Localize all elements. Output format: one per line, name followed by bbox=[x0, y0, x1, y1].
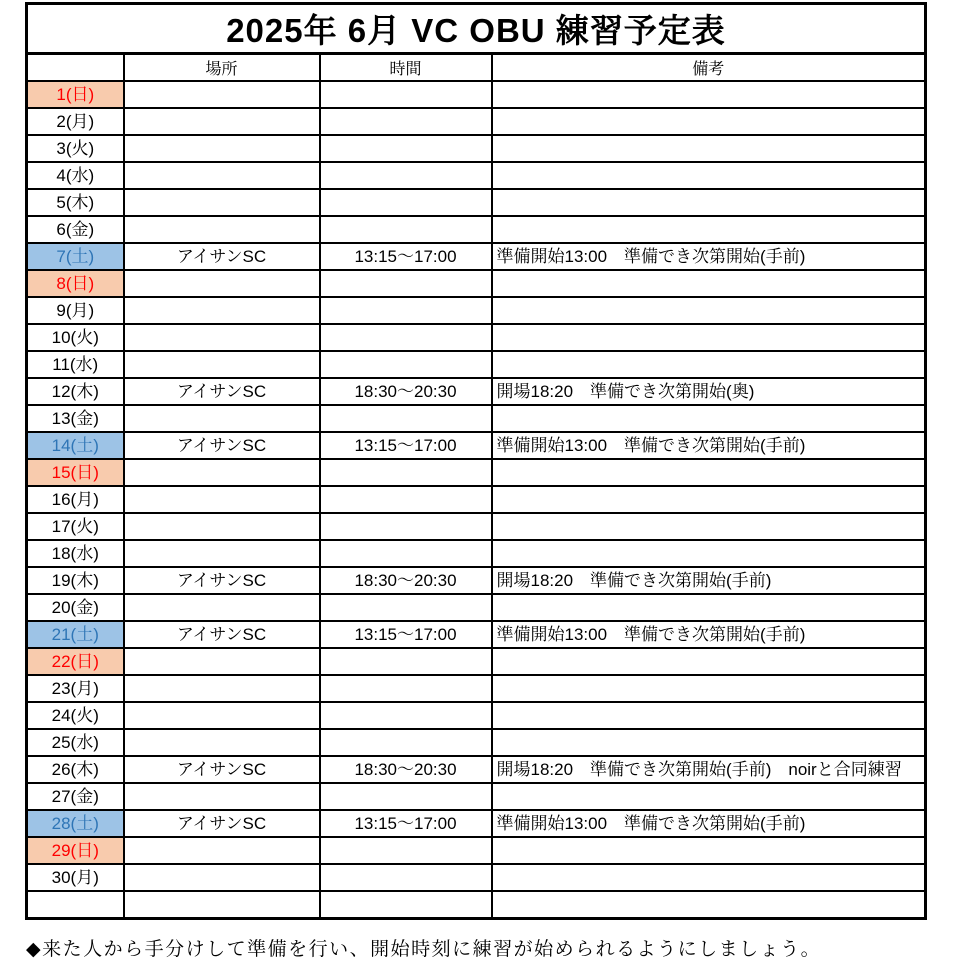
place-cell bbox=[124, 891, 320, 919]
time-cell bbox=[320, 729, 492, 756]
notes-cell bbox=[492, 486, 926, 513]
date-cell: 23(月) bbox=[27, 675, 124, 702]
place-cell bbox=[124, 405, 320, 432]
time-cell bbox=[320, 189, 492, 216]
date-cell: 12(木) bbox=[27, 378, 124, 405]
time-cell bbox=[320, 108, 492, 135]
place-cell bbox=[124, 540, 320, 567]
notes-cell bbox=[492, 810, 926, 837]
table-row bbox=[27, 837, 926, 864]
place-cell bbox=[124, 81, 320, 108]
date-cell: 14(土) bbox=[27, 432, 124, 459]
notes-cell bbox=[492, 243, 926, 270]
time-cell bbox=[320, 783, 492, 810]
date-cell: 28(土) bbox=[27, 810, 124, 837]
column-header-place: 場所 bbox=[124, 54, 320, 81]
time-cell bbox=[320, 270, 492, 297]
date-cell: 27(金) bbox=[27, 783, 124, 810]
table-row bbox=[27, 108, 926, 135]
notes-text: 開場18:20 準備でき次第開始(手前) bbox=[496, 570, 772, 590]
notes-text: 開場18:20 準備でき次第開始(手前) noirと合同練習 bbox=[496, 759, 902, 779]
table-row bbox=[27, 486, 926, 513]
time-cell bbox=[320, 837, 492, 864]
place-cell bbox=[124, 108, 320, 135]
notes-text: 準備開始13:00 準備でき次第開始(手前) bbox=[496, 246, 806, 266]
time-cell: 13:15～17:00 bbox=[320, 621, 492, 648]
place-cell bbox=[124, 675, 320, 702]
place-cell bbox=[124, 486, 320, 513]
date-cell: 10(火) bbox=[27, 324, 124, 351]
table-row bbox=[27, 567, 926, 594]
place-cell bbox=[124, 297, 320, 324]
place-cell bbox=[124, 783, 320, 810]
table-row bbox=[27, 297, 926, 324]
place-cell bbox=[124, 459, 320, 486]
place-cell bbox=[124, 189, 320, 216]
date-cell: 2(月) bbox=[27, 108, 124, 135]
place-cell: アイサンSC bbox=[124, 378, 320, 405]
time-cell bbox=[320, 864, 492, 891]
table-row bbox=[27, 648, 926, 675]
schedule-rows bbox=[27, 81, 926, 919]
time-cell: 18:30～20:30 bbox=[320, 378, 492, 405]
place-cell bbox=[124, 216, 320, 243]
place-cell: アイサンSC bbox=[124, 567, 320, 594]
place-cell bbox=[124, 135, 320, 162]
column-header-time: 時間 bbox=[320, 54, 492, 81]
date-cell: 24(火) bbox=[27, 702, 124, 729]
place-cell bbox=[124, 648, 320, 675]
place-cell: アイサンSC bbox=[124, 243, 320, 270]
time-cell bbox=[320, 540, 492, 567]
time-cell bbox=[320, 351, 492, 378]
date-cell: 4(水) bbox=[27, 162, 124, 189]
table-row bbox=[27, 324, 926, 351]
notes-cell bbox=[492, 621, 926, 648]
notes-cell bbox=[492, 540, 926, 567]
notes-cell bbox=[492, 162, 926, 189]
notes-cell bbox=[492, 513, 926, 540]
notes-text: 開場18:20 準備でき次第開始(奥) bbox=[496, 381, 755, 401]
place-cell bbox=[124, 270, 320, 297]
place-cell bbox=[124, 864, 320, 891]
date-cell: 16(月) bbox=[27, 486, 124, 513]
title-row bbox=[27, 4, 926, 54]
notes-cell bbox=[492, 594, 926, 621]
time-cell bbox=[320, 162, 492, 189]
time-cell bbox=[320, 486, 492, 513]
date-cell: 9(月) bbox=[27, 297, 124, 324]
notes-cell bbox=[492, 864, 926, 891]
time-cell bbox=[320, 216, 492, 243]
table-row bbox=[27, 513, 926, 540]
place-cell bbox=[124, 513, 320, 540]
time-cell bbox=[320, 81, 492, 108]
date-cell: 17(火) bbox=[27, 513, 124, 540]
place-cell bbox=[124, 162, 320, 189]
notes-cell bbox=[492, 108, 926, 135]
notes-cell bbox=[492, 891, 926, 919]
table-row bbox=[27, 189, 926, 216]
time-cell bbox=[320, 297, 492, 324]
date-cell: 15(日) bbox=[27, 459, 124, 486]
table-row bbox=[27, 243, 926, 270]
notes-cell bbox=[492, 81, 926, 108]
notes-text: 準備開始13:00 準備でき次第開始(手前) bbox=[496, 624, 806, 644]
date-cell: 5(木) bbox=[27, 189, 124, 216]
place-cell bbox=[124, 324, 320, 351]
table-row bbox=[27, 270, 926, 297]
table-row bbox=[27, 810, 926, 837]
notes-cell bbox=[492, 189, 926, 216]
place-cell bbox=[124, 729, 320, 756]
notes-cell bbox=[492, 324, 926, 351]
time-cell: 18:30～20:30 bbox=[320, 756, 492, 783]
date-cell: 26(木) bbox=[27, 756, 124, 783]
time-cell bbox=[320, 513, 492, 540]
notes-cell bbox=[492, 432, 926, 459]
table-row bbox=[27, 594, 926, 621]
notes-cell bbox=[492, 216, 926, 243]
table-row bbox=[27, 621, 926, 648]
notes-cell bbox=[492, 648, 926, 675]
date-cell: 6(金) bbox=[27, 216, 124, 243]
date-cell: 13(金) bbox=[27, 405, 124, 432]
table-row bbox=[27, 783, 926, 810]
notes-cell bbox=[492, 270, 926, 297]
table-row bbox=[27, 351, 926, 378]
notes-text: 準備開始13:00 準備でき次第開始(手前) bbox=[496, 435, 806, 455]
notes-cell bbox=[492, 405, 926, 432]
time-cell bbox=[320, 891, 492, 919]
table-row bbox=[27, 378, 926, 405]
notes-cell bbox=[492, 378, 926, 405]
time-cell bbox=[320, 405, 492, 432]
date-cell: 25(水) bbox=[27, 729, 124, 756]
date-cell: 3(火) bbox=[27, 135, 124, 162]
time-cell bbox=[320, 675, 492, 702]
time-cell: 13:15～17:00 bbox=[320, 810, 492, 837]
column-header-notes: 備考 bbox=[492, 54, 926, 81]
notes-cell bbox=[492, 351, 926, 378]
time-cell bbox=[320, 459, 492, 486]
table-row bbox=[27, 675, 926, 702]
time-cell: 13:15～17:00 bbox=[320, 243, 492, 270]
date-cell: 7(土) bbox=[27, 243, 124, 270]
column-header-date bbox=[27, 54, 124, 81]
time-cell bbox=[320, 324, 492, 351]
time-cell bbox=[320, 648, 492, 675]
column-header-row bbox=[27, 54, 926, 81]
notes-cell bbox=[492, 297, 926, 324]
table-row bbox=[27, 756, 926, 783]
table-row bbox=[27, 405, 926, 432]
footer-note: ◆来た人から手分けして準備を行い、開始時刻に練習が始められるようにしましょう。 bbox=[26, 939, 822, 958]
schedule-table bbox=[25, 2, 927, 920]
date-cell: 11(水) bbox=[27, 351, 124, 378]
place-cell bbox=[124, 351, 320, 378]
table-row bbox=[27, 162, 926, 189]
time-cell: 13:15～17:00 bbox=[320, 432, 492, 459]
table-row bbox=[27, 216, 926, 243]
date-cell: 1(日) bbox=[27, 81, 124, 108]
time-cell bbox=[320, 702, 492, 729]
page-title: 2025年 6月 VC OBU 練習予定表 bbox=[27, 4, 926, 54]
date-cell: 29(日) bbox=[27, 837, 124, 864]
date-cell: 19(木) bbox=[27, 567, 124, 594]
notes-cell bbox=[492, 729, 926, 756]
table-row bbox=[27, 540, 926, 567]
date-cell: 20(金) bbox=[27, 594, 124, 621]
table-row bbox=[27, 864, 926, 891]
time-cell bbox=[320, 594, 492, 621]
notes-cell bbox=[492, 756, 926, 783]
time-cell bbox=[320, 135, 492, 162]
date-cell: 22(日) bbox=[27, 648, 124, 675]
place-cell: アイサンSC bbox=[124, 756, 320, 783]
date-cell: 21(土) bbox=[27, 621, 124, 648]
place-cell: アイサンSC bbox=[124, 810, 320, 837]
notes-cell bbox=[492, 675, 926, 702]
date-cell: 18(水) bbox=[27, 540, 124, 567]
date-cell: 8(日) bbox=[27, 270, 124, 297]
place-cell: アイサンSC bbox=[124, 621, 320, 648]
place-cell bbox=[124, 702, 320, 729]
notes-cell bbox=[492, 459, 926, 486]
table-row bbox=[27, 729, 926, 756]
place-cell: アイサンSC bbox=[124, 432, 320, 459]
table-row bbox=[27, 891, 926, 919]
date-cell bbox=[27, 891, 124, 919]
notes-cell bbox=[492, 783, 926, 810]
table-row bbox=[27, 81, 926, 108]
place-cell bbox=[124, 837, 320, 864]
notes-cell bbox=[492, 702, 926, 729]
place-cell bbox=[124, 594, 320, 621]
table-row bbox=[27, 135, 926, 162]
table-row bbox=[27, 432, 926, 459]
notes-text: 準備開始13:00 準備でき次第開始(手前) bbox=[496, 813, 806, 833]
date-cell: 30(月) bbox=[27, 864, 124, 891]
table-row bbox=[27, 702, 926, 729]
notes-cell bbox=[492, 567, 926, 594]
notes-cell bbox=[492, 837, 926, 864]
table-row bbox=[27, 459, 926, 486]
time-cell: 18:30～20:30 bbox=[320, 567, 492, 594]
notes-cell bbox=[492, 135, 926, 162]
